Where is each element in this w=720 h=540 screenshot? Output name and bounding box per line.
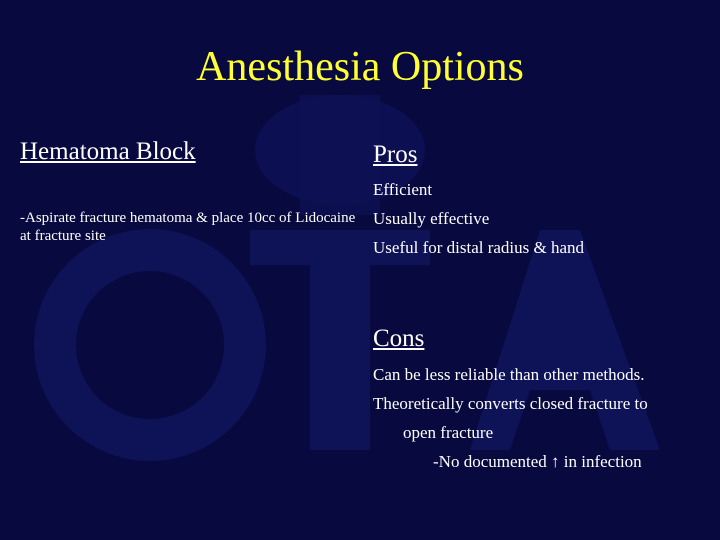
list-item: -No documented ↑ in infection — [433, 452, 642, 471]
list-item: Efficient — [373, 180, 433, 199]
hematoma-block-description: -Aspirate fracture hematoma & place 10cc of Lidocaine at fracture site — [20, 210, 356, 244]
cons-heading: Cons — [373, 325, 425, 352]
hematoma-block-heading: Hematoma Block — [20, 138, 196, 165]
pros-heading: Pros — [373, 141, 418, 168]
list-item: Theoretically converts closed fracture to — [373, 394, 648, 413]
pros-list — [373, 175, 584, 262]
list-item: open fracture — [403, 423, 494, 442]
list-item: Usually effective — [373, 209, 490, 228]
slide-title: Anesthesia Options — [196, 44, 524, 90]
watermark-letter-t — [310, 250, 370, 450]
list-item: Useful for distal radius & hand — [373, 238, 585, 257]
watermark-letter-o — [55, 250, 245, 440]
list-item: Can be less reliable than other methods. — [373, 365, 645, 384]
cons-list — [373, 360, 713, 476]
